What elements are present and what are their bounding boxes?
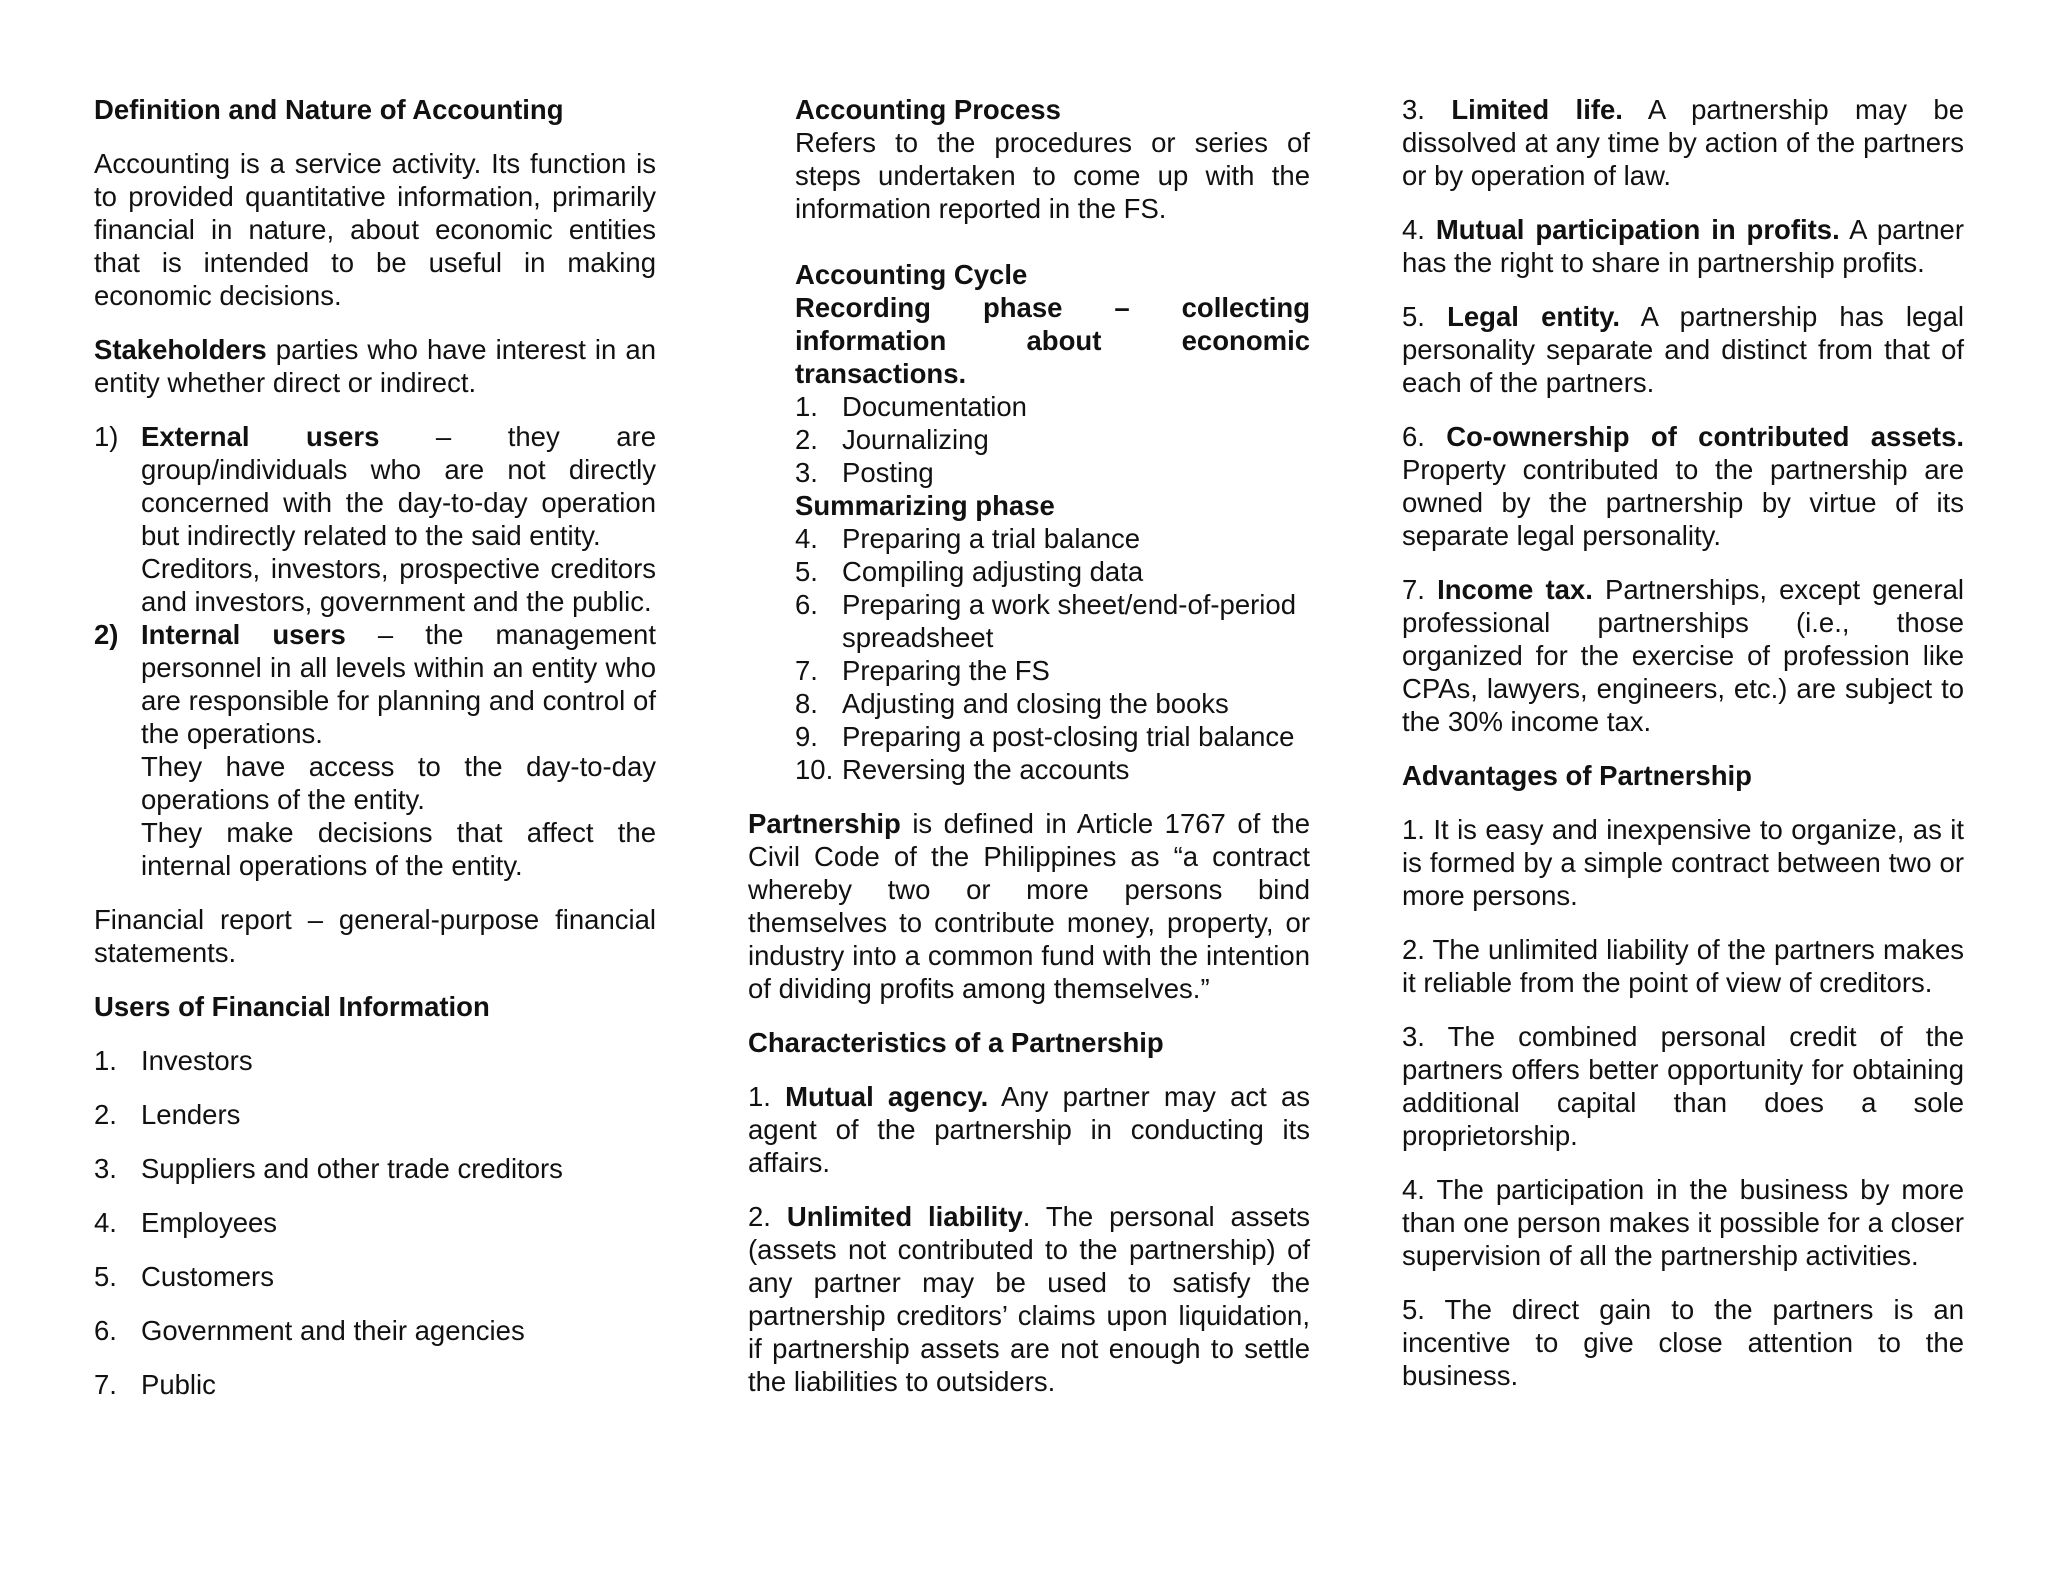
list-number: 2) — [94, 619, 119, 650]
characteristic-limited-life: 3. Limited life. A partnership may be dissolved at any time by action of the partners or by operation of law. — [1402, 94, 1965, 191]
recording-steps-list — [795, 390, 1310, 489]
financial-report-paragraph: Financial report – general-purpose financial statements. — [94, 904, 656, 968]
partnership-paragraph — [748, 807, 1310, 1005]
external-users-examples: Creditors, investors, prospective creditors and investors, government and the public. — [141, 553, 656, 617]
list-item: 5. Compiling adjusting data — [795, 556, 1144, 587]
internal-users-text: personnel in all levels within an entity who are responsible for planning and control of the operations. — [141, 652, 656, 749]
list-item: 4. Employees — [94, 1207, 278, 1238]
column-3 — [1402, 93, 1964, 1413]
external-users-item — [94, 420, 656, 453]
section-title-advantages: Advantages of Partnership — [1402, 760, 1752, 791]
external-users-term: External users — [141, 421, 380, 452]
characteristic-legal-entity: 5. Legal entity. A partnership has legal personality separate and distinct from that of each of the partners. — [1402, 301, 1964, 398]
internal-users-decisions: They make decisions that affect the internal operations of the entity. — [141, 817, 656, 881]
advantage-item: 4. The participation in the business by more than one person makes it possible for a closer supervision of all the partnership activities. — [1402, 1174, 1964, 1271]
external-users-text: group/individuals who are not directly concerned with the day-to-day operation but indirectly related to the said entity. — [141, 454, 656, 551]
advantage-item: 5. The direct gain to the partners is an incentive to give close attention to the business. — [1402, 1294, 1964, 1391]
list-number: 1) — [94, 421, 119, 452]
external-users-dash: – they are — [379, 421, 656, 452]
column-1 — [94, 93, 656, 1422]
advantage-item: 3. The combined personal credit of the partners offers better opportunity for obtaining additional capital than does a sole proprietorship. — [1402, 1021, 1964, 1151]
partnership-term: Partnership — [748, 808, 901, 839]
section-title-cycle: Accounting Cycle — [795, 259, 1028, 290]
summarizing-phase-heading: Summarizing phase — [795, 490, 1055, 521]
advantage-item: 2. The unlimited liability of the partners makes it reliable from the point of view of creditors. — [1402, 934, 1964, 998]
process-paragraph: Refers to the procedures or series of steps undertaken to come up with the information reported in the FS. — [795, 127, 1310, 224]
section-title-users: Users of Financial Information — [94, 991, 490, 1022]
list-item: 3. Suppliers and other trade creditors — [94, 1153, 563, 1184]
characteristic-mutual-participation: 4. Mutual participation in profits. A partner has the right to share in partnership profits. — [1402, 214, 1964, 278]
list-item: 2. Lenders — [94, 1099, 241, 1130]
accounting-process-block — [748, 93, 1310, 786]
list-item: 1. Documentation — [795, 391, 1027, 422]
characteristic-mutual-agency: 1. Mutual agency. Any partner may act as agent of the partnership in conducting its affairs. — [748, 1081, 1310, 1178]
section-title-process: Accounting Process — [795, 94, 1061, 125]
list-item: 9. Preparing a post-closing trial balance — [795, 721, 1295, 752]
internal-users-term: Internal users — [141, 619, 346, 650]
stakeholders-term: Stakeholders — [94, 334, 267, 365]
list-item: 2. Journalizing — [795, 424, 989, 455]
list-item: 1. Investors — [94, 1045, 253, 1076]
users-list — [94, 1044, 656, 1401]
list-item: 8. Adjusting and closing the books — [795, 688, 1229, 719]
list-item: 6. Preparing a work sheet/end-of-period spreadsheet — [795, 589, 1297, 653]
list-item: 3. Posting — [795, 457, 934, 488]
recording-phase-heading: Recording phase – collecting information about economic transactions. — [795, 292, 1310, 389]
stakeholders-definition: parties who have interest in an entity whether direct or indirect. — [94, 334, 656, 398]
stakeholders-paragraph — [94, 333, 656, 399]
section-title-characteristics: Characteristics of a Partnership — [748, 1027, 1164, 1058]
list-item: 10. Reversing the accounts — [795, 754, 1130, 785]
definition-paragraph: Accounting is a service activity. Its function is to provided quantitative information, primarily financial in nature, about economic entities that is intended to be useful in making economic decisions. — [94, 148, 656, 311]
list-item: 7. Preparing the FS — [795, 655, 1050, 686]
characteristic-co-ownership: 6. Co-ownership of contributed assets. Property contributed to the partnership are owned by the partnership by virtue of its separate legal personality. — [1402, 421, 1965, 551]
characteristic-income-tax: 7. Income tax. Partnerships, except general professional partnerships (i.e., those organized for the exercise of profession like CPAs, lawyers, engineers, etc.) are subject to the 30% income tax. — [1402, 574, 1965, 737]
internal-users-dash: – the management — [345, 619, 656, 650]
advantage-item: 1. It is easy and inexpensive to organize, as it is formed by a simple contract between two or more persons. — [1402, 814, 1964, 911]
list-item: 4. Preparing a trial balance — [795, 523, 1141, 554]
list-item: 5. Customers — [94, 1261, 274, 1292]
characteristic-unlimited-liability: 2. Unlimited liability. The personal assets (assets not contributed to the partnership) of any partner may be used to satisfy the partnership creditors’ claims upon liquidation, if partnership assets are not enough to settle the liabilities to outsiders. — [748, 1201, 1310, 1397]
partnership-definition: is defined in Article 1767 of the Civil Code of the Philippines as “a contract whereby two or more persons bind themselves to contribute money, property, or industry into a common fund with the intention of dividing profits among themselves.” — [748, 808, 1310, 1004]
internal-users-item — [94, 618, 656, 651]
list-item: 7. Public — [94, 1369, 216, 1400]
column-2 — [748, 93, 1310, 1419]
summarizing-steps-list — [795, 522, 1310, 786]
section-title-definition: Definition and Nature of Accounting — [94, 94, 564, 125]
internal-users-access: They have access to the day-to-day operations of the entity. — [141, 751, 656, 815]
list-item: 6. Government and their agencies — [94, 1315, 525, 1346]
